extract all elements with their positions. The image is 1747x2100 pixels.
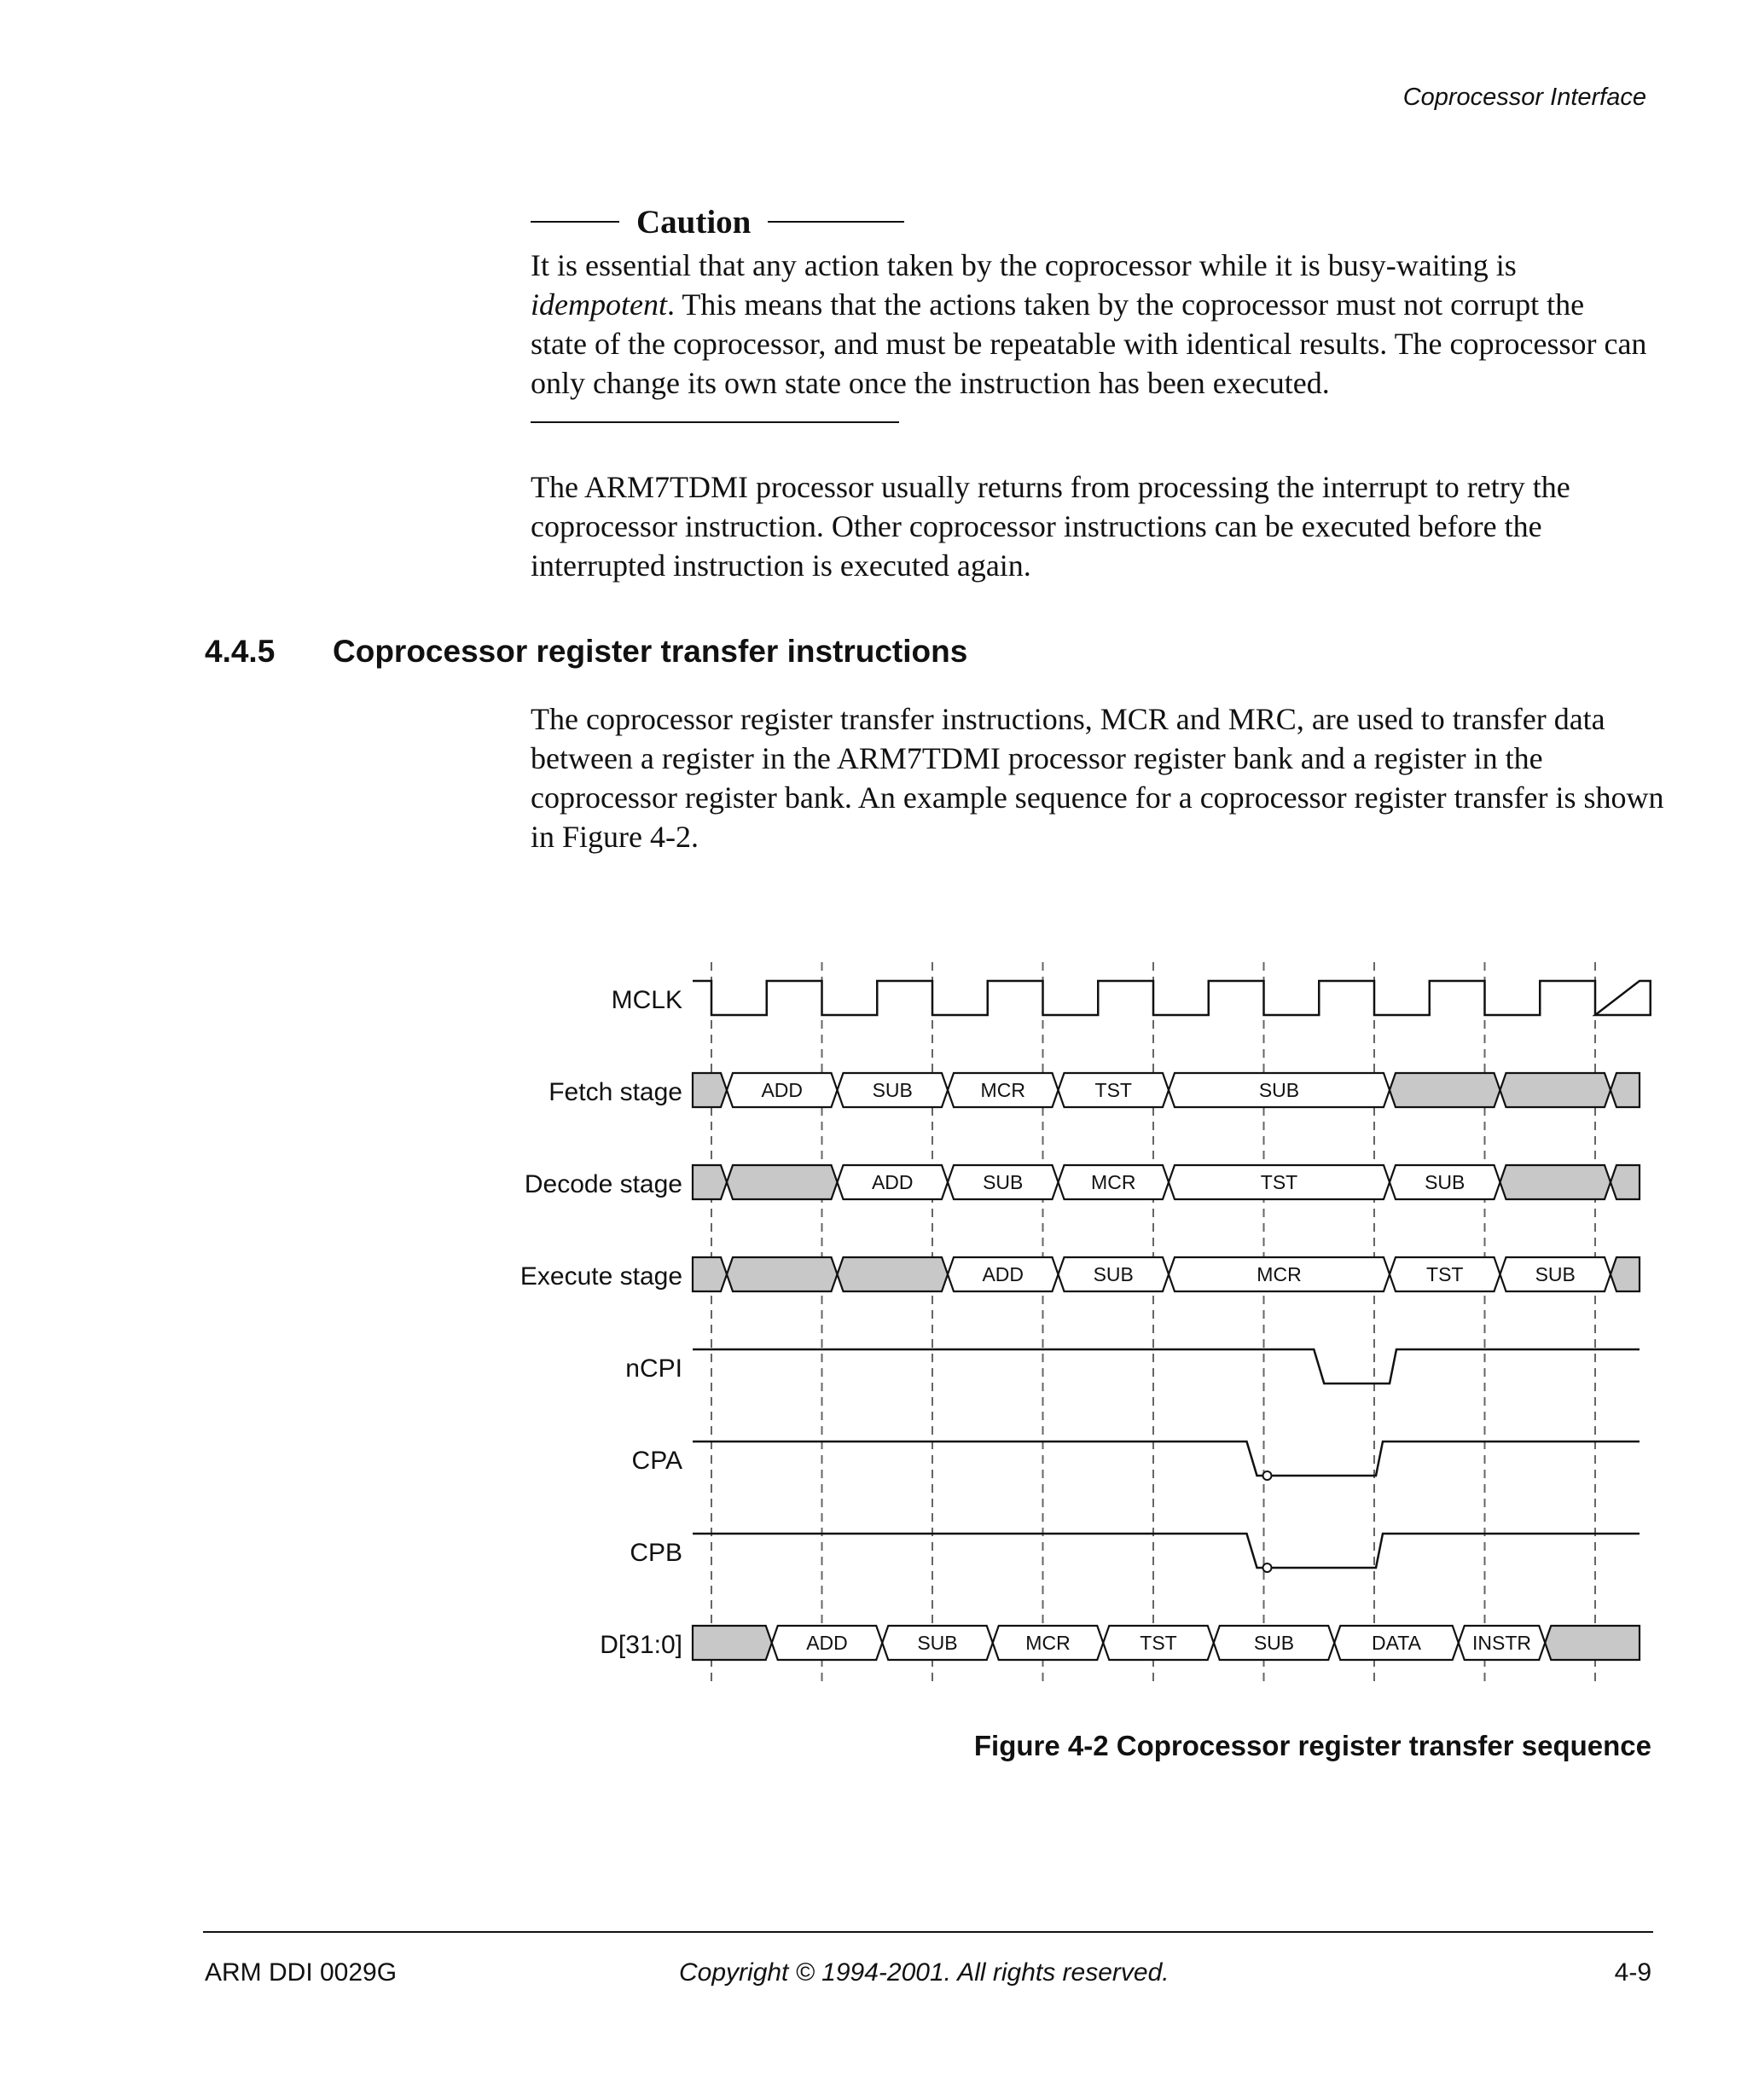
decode-segment-label: SUB	[1425, 1171, 1466, 1193]
execute-segment-label: ADD	[982, 1263, 1024, 1285]
fetch-segment-label: SUB	[1258, 1079, 1300, 1101]
data-idle-segment	[693, 1626, 772, 1660]
caution-text-part1: It is essential that any action taken by the coprocessor while it is busy-waiting is	[531, 248, 1517, 282]
decode-segment-label: MCR	[1091, 1171, 1136, 1193]
paragraph-retry: The ARM7TDMI processor usually returns from processing the interrupt to retry the coprocessor instruction. Other coprocessor instructions can be executed before the interrupted instruction is executed again.	[531, 470, 1570, 583]
decode-idle-segment	[727, 1165, 838, 1199]
signal-label-mclk: MCLK	[611, 986, 682, 1014]
signal-label-data: D[31:0]	[600, 1631, 682, 1659]
caution-rule-right	[768, 221, 904, 223]
execute-segment-label: MCR	[1257, 1263, 1302, 1285]
signal-labels	[520, 986, 682, 1659]
fetch-idle-segment	[693, 1073, 727, 1107]
execute-segment-label: SUB	[1093, 1263, 1134, 1285]
execute-idle-segment	[693, 1257, 727, 1291]
fetch-idle-segment	[1500, 1073, 1611, 1107]
data-idle-segment	[1545, 1626, 1640, 1660]
caution-text	[531, 246, 1648, 403]
decode-segment-label: ADD	[871, 1171, 914, 1193]
section-title: Coprocessor register transfer instructions	[333, 634, 968, 669]
fetch-idle-segment	[1390, 1073, 1500, 1107]
footer-copyright: Copyright © 1994-2001. All rights reserved.	[679, 1958, 1170, 1987]
paragraph-transfer: The coprocessor register transfer instructions, MCR and MRC, are used to transfer data between a register in the ARM7TDMI processor register bank and a register in the coprocessor register bank. An example sequence for a coprocessor register transfer is shown in Figure 4-2.	[531, 702, 1664, 854]
cpb-sample-point	[1263, 1563, 1272, 1572]
section-heading	[205, 634, 967, 670]
caution-text-part2: . This means that the actions taken by the coprocessor must not corrupt the state of the coprocessor, and must be repeatable with identical results. The coprocessor can only change its own state once the instruction has been executed.	[531, 287, 1647, 400]
signal-label-cpb: CPB	[630, 1539, 682, 1567]
figure-caption: Figure 4-2 Coprocessor register transfer sequence	[973, 1730, 1651, 1761]
footer-doc-id: ARM DDI 0029G	[205, 1958, 398, 1987]
caution-rule-left	[531, 221, 619, 223]
cpa-waveform	[693, 1442, 1640, 1476]
caution-box	[531, 198, 1648, 423]
decode-idle-segment	[1500, 1165, 1611, 1199]
cpa-sample-point	[1263, 1471, 1272, 1480]
decode-idle-segment	[693, 1165, 727, 1199]
ncpi-waveform	[693, 1349, 1640, 1384]
fetch-segment-label: SUB	[872, 1079, 913, 1101]
footer-rule	[203, 1931, 1653, 1933]
waveforms	[693, 981, 1651, 1660]
fetch-segment-label: MCR	[980, 1079, 1025, 1101]
data-segment-label: DATA	[1372, 1632, 1421, 1654]
data-segment-label: SUB	[1253, 1632, 1295, 1654]
clock-gridlines	[711, 962, 1595, 1682]
caution-italic-term: idempotent	[531, 287, 667, 322]
execute-idle-segment	[1611, 1257, 1640, 1291]
data-segment-label: TST	[1140, 1632, 1177, 1654]
execute-idle-segment	[727, 1257, 838, 1291]
data-segment-label: MCR	[1025, 1632, 1071, 1654]
signal-label-cpa: CPA	[631, 1447, 682, 1475]
footer-page-number: 4-9	[1614, 1958, 1651, 1987]
execute-segment-label: SUB	[1535, 1263, 1576, 1285]
signal-label-ncpi: nCPI	[625, 1355, 682, 1383]
fetch-segment-label: TST	[1094, 1079, 1132, 1101]
caution-heading	[531, 198, 1648, 246]
fetch-segment-label: ADD	[761, 1079, 804, 1101]
data-segment-label: INSTR	[1472, 1632, 1531, 1654]
data-segment-label: SUB	[917, 1632, 958, 1654]
timing-diagram	[0, 947, 1747, 1697]
decode-segment-label: TST	[1260, 1171, 1298, 1193]
data-segment-label: ADD	[806, 1632, 848, 1654]
mclk-waveform	[693, 981, 1651, 1015]
execute-segment-label: TST	[1426, 1263, 1464, 1285]
signal-label-fetch: Fetch stage	[548, 1078, 682, 1106]
fetch-idle-segment	[1611, 1073, 1640, 1107]
running-header: Coprocessor Interface	[1402, 84, 1646, 111]
caution-title: Caution	[636, 203, 752, 241]
caution-rule-bottom	[531, 421, 899, 423]
decode-idle-segment	[1611, 1165, 1640, 1199]
cpb-waveform	[693, 1534, 1640, 1568]
decode-segment-label: SUB	[983, 1171, 1024, 1193]
signal-label-execute: Execute stage	[519, 1262, 682, 1291]
execute-idle-segment	[838, 1257, 949, 1291]
section-number: 4.4.5	[205, 634, 276, 669]
signal-label-decode: Decode stage	[524, 1170, 682, 1198]
